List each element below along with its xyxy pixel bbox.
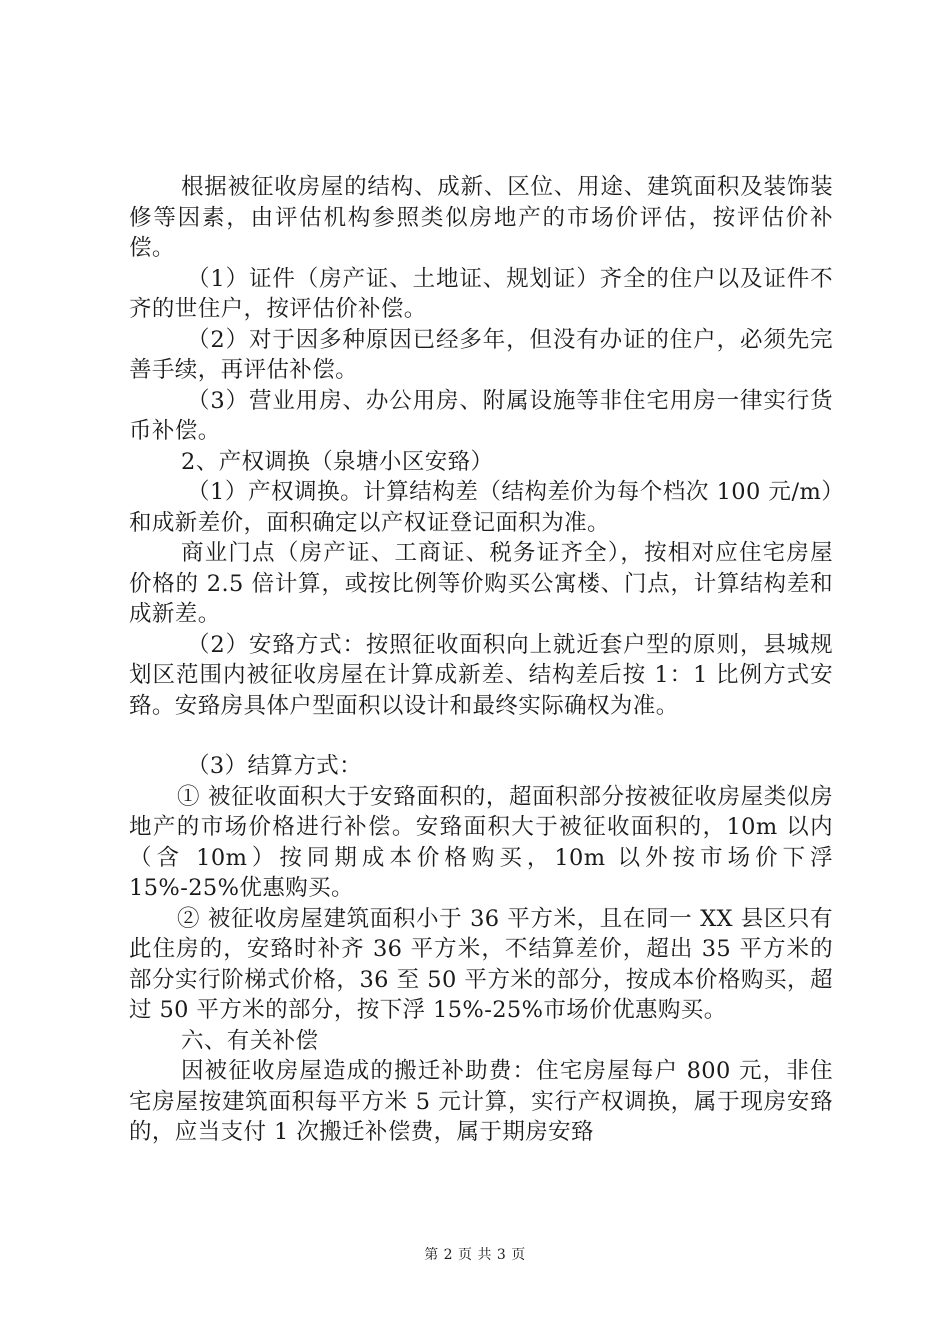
- paragraph-item-1-complete-certificates: （1）证件（房产证、土地证、规划证）齐全的住户以及证件不齐的世住户，按评估价补偿。: [129, 265, 833, 322]
- paragraph-settlement-rule-2: ② 被征收房屋建筑面积小于 36 平方米，且在同一 XX 县区只有此住房的，安臵时补齐 36 平方米，不结算差价，超出 35 平方米的部分实行阶梯式价格，36 至 50 平方米的部分，按成本价格购买，超过 50 平方米的部分，按下浮 15%-25%市场价优惠购买。: [129, 905, 833, 1023]
- paragraph-resettlement-method: （2）安臵方式：按照征收面积向上就近套户型的原则，县城规划区范围内被征收房屋在计算成新差、结构差后按 1：1 比例方式安臵。安臵房具体户型面积以设计和最终实际确权为准。: [129, 631, 833, 719]
- paragraph-commercial-shops: 商业门点（房产证、工商证、税务证齐全），按相对应住宅房屋价格的 2.5 倍计算，或按比例等价购买公寓楼、门点，计算结构差和成新差。: [129, 540, 833, 627]
- paragraph-valuation-basis: 根据被征收房屋的结构、成新、区位、用途、建筑面积及装饰装修等因素，由评估机构参照类似房地产的市场价评估，按评估价补偿。: [129, 174, 833, 261]
- paragraph-item-2-no-certificates: （2）对于因多种原因已经多年，但没有办证的住户，必须先完善手续，再评估补偿。: [129, 326, 833, 383]
- paragraph-settlement-method-heading: （3）结算方式：: [187, 753, 363, 779]
- paragraph-settlement-rule-1: ① 被征收面积大于安臵面积的，超面积部分按被征收房屋类似房地产的市场价格进行补偿。安臵面积大于被征收面积的，10m 以内（含 10m）按同期成本价格购买，10m 以外按市场价下浮 15%-25%优惠购买。: [129, 783, 833, 901]
- paragraph-item-3-non-residential: （3）营业用房、办公用房、附属设施等非住宅用房一律实行货币补偿。: [129, 387, 833, 444]
- page-number-footer: 第 2 页 共 3 页: [424, 1247, 526, 1263]
- paragraph-property-exchange-1: （1）产权调换。计算结构差（结构差价为每个档次 100 元/m）和成新差价，面积确定以产权证登记面积为准。: [129, 479, 833, 536]
- paragraph-relocation-subsidy: 因被征收房屋造成的搬迁补助费：住宅房屋每户 800 元，非住宅房屋按建筑面积每平方米 5 元计算，实行产权调换，属于现房安臵的，应当支付 1 次搬迁补偿费，属于期房安臵: [129, 1058, 833, 1145]
- section-heading-property-exchange: 2、产权调换（泉塘小区安臵）: [181, 448, 494, 475]
- section-heading-related-compensation: 六、有关补偿: [181, 1027, 319, 1054]
- document-body: [129, 172, 833, 1148]
